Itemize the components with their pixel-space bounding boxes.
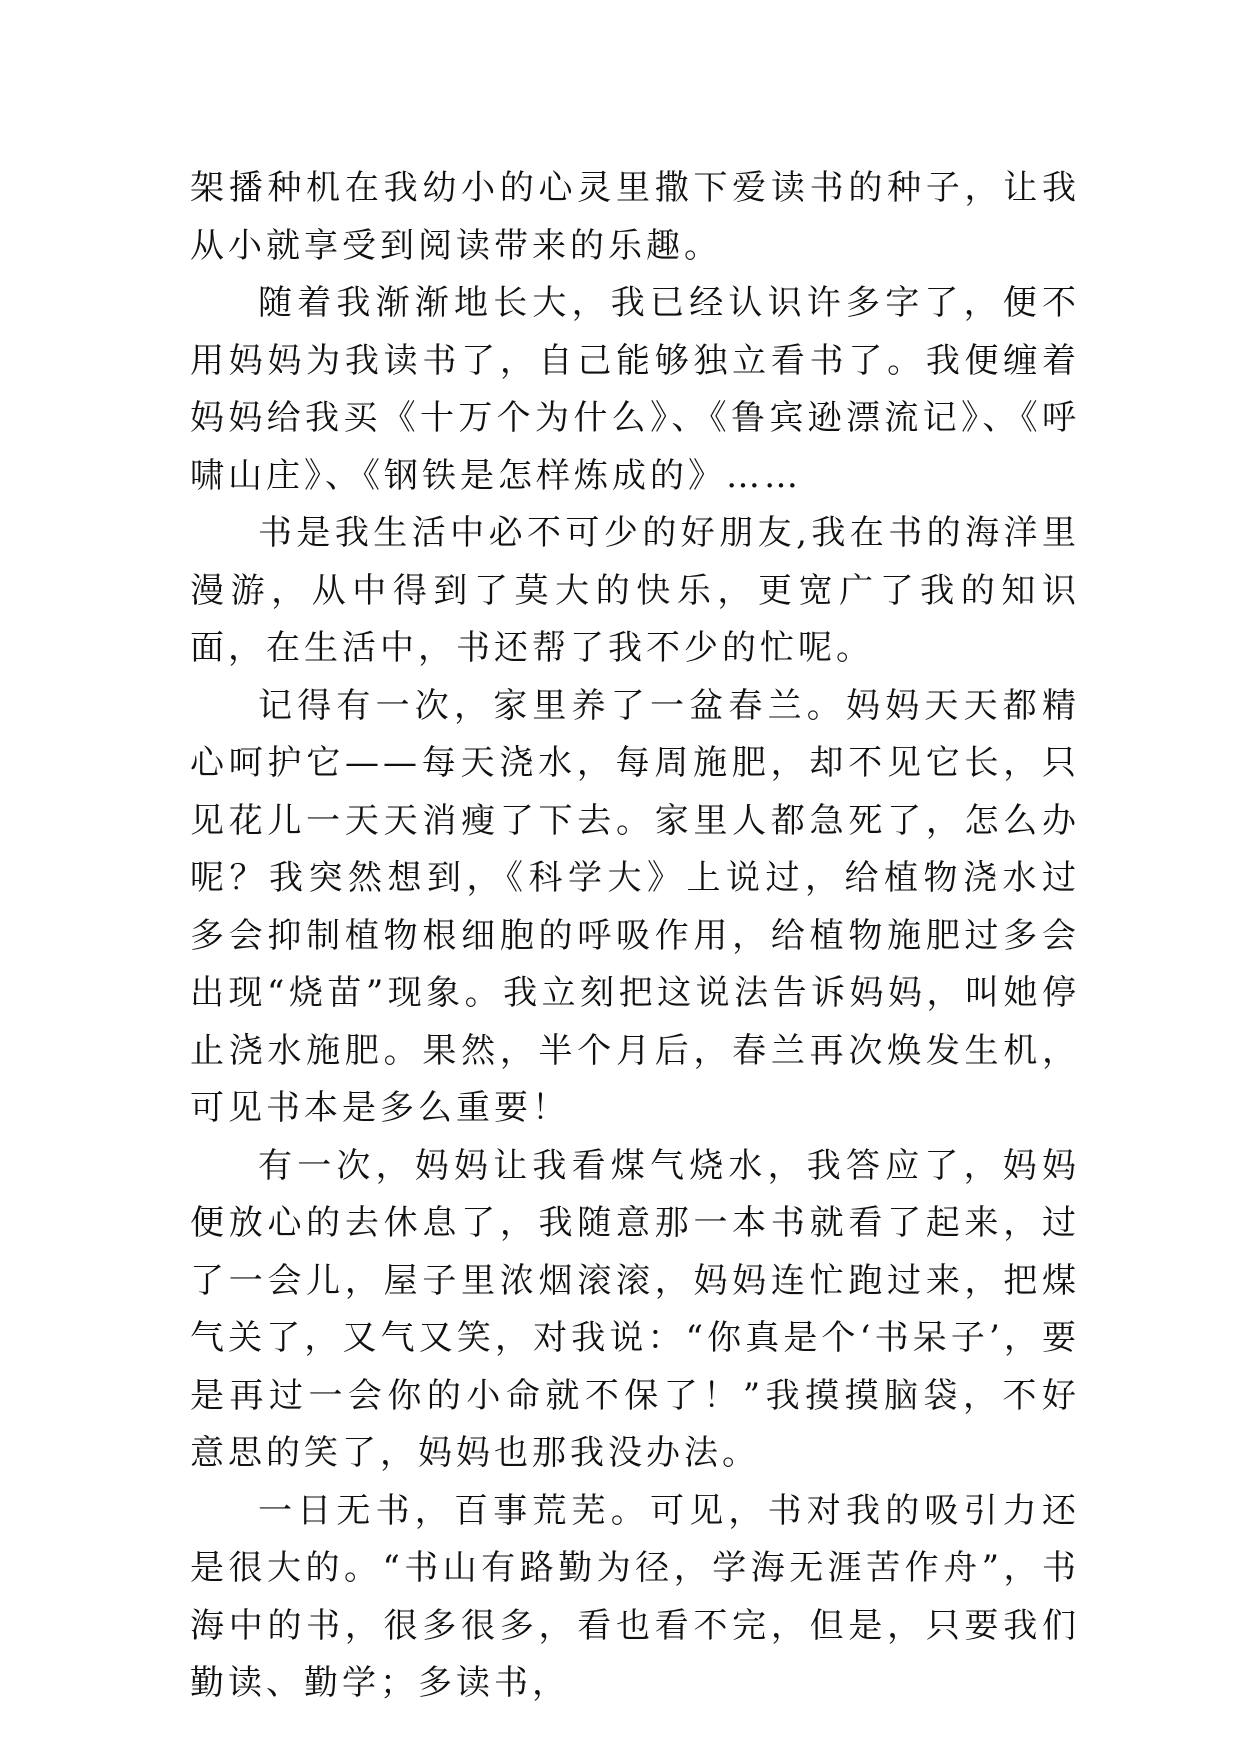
paragraph-5: 有一次，妈妈让我看煤气烧水，我答应了，妈妈便放心的去休息了，我随意那一本书就看了起来，过了一会儿，屋子里浓烟滚滚，妈妈连忙跑过来，把煤气关了，又气又笑，对我说：“你真是个‘书呆子’，要是再过一会你的小命就不保了！”我摸摸脑袋，不好意思的笑了，妈妈也那我没办法。 [190,1145,1080,1473]
paragraph-1: 架播种机在我幼小的心灵里撒下爱读书的种子，让我从小就享受到阅读带来的乐趣。 [190,168,1080,266]
paragraph-6: 一日无书，百事荒芜。可见，书对我的吸引力还是很大的。“书山有路勤为径，学海无涯苦作舟”，书海中的书，很多很多，看也看不完，但是，只要我们勤读、勤学；多读书， [190,1490,1080,1703]
paragraph-2: 随着我渐渐地长大，我已经认识许多字了，便不用妈妈为我读书了，自己能够独立看书了。我便缠着妈妈给我买《十万个为什么》、《鲁宾逊漂流记》、《呼啸山庄》、《钢铁是怎样炼成的》…… [190,283,1080,496]
paragraph-3: 书是我生活中必不可少的好朋友,我在书的海洋里漫游，从中得到了莫大的快乐，更宽广了我的知识面，在生活中，书还帮了我不少的忙呢。 [190,513,1080,668]
document-body [190,160,1080,1713]
paragraph-4: 记得有一次，家里养了一盆春兰。妈妈天天都精心呵护它——每天浇水，每周施肥，却不见它长，只见花儿一天天消瘦了下去。家里人都急死了，怎么办呢？我突然想到，《科学大》上说过，给植物浇水过多会抑制植物根细胞的呼吸作用，给植物施肥过多会出现“烧苗”现象。我立刻把这说法告诉妈妈，叫她停止浇水施肥。果然，半个月后，春兰再次焕发生机，可见书本是多么重要！ [190,685,1080,1128]
